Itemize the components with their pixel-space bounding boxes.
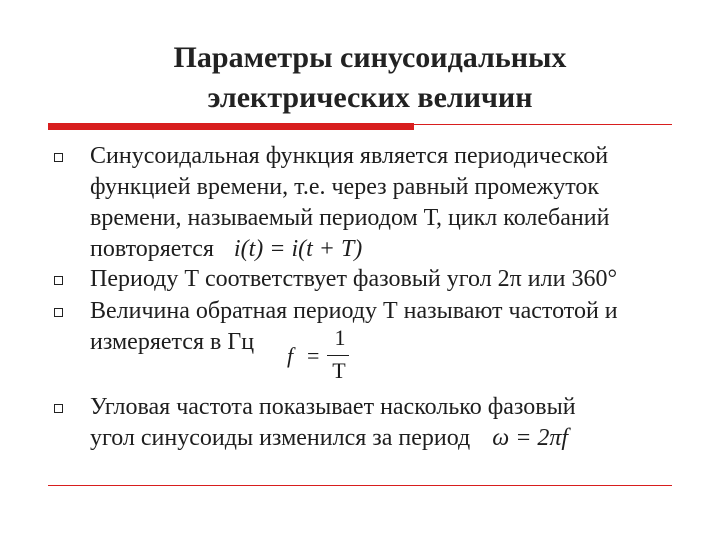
bullet-1-line-3: времени, называемый периодом Т, цикл колебаний	[90, 205, 610, 231]
frequency-formula-lhs: f	[287, 343, 294, 368]
square-bullet-icon	[54, 404, 63, 413]
bullet-1-line-4	[90, 234, 680, 265]
periodicity-formula: i(t) = i(t + T)	[233, 236, 363, 262]
bullet-3-line-2: измеряется в Гц	[90, 329, 255, 355]
frequency-formula-numerator: 1	[334, 325, 346, 350]
bullet-1-line-1: Синусоидальная функция является периодической	[90, 143, 609, 169]
title-line-1: Параметры синусоидальных	[173, 41, 567, 74]
title-line-2: электрических величин	[207, 81, 533, 114]
bullet-4-line-1: Угловая частота показывает насколько фазовый	[90, 394, 576, 420]
bottom-divider	[48, 485, 672, 486]
bullet-1-line-2: функцией времени, т.е. через равный промежуток	[90, 174, 600, 200]
frequency-formula-eq: =	[307, 343, 320, 368]
bullet-4-line-2-text: угол синусоиды изменился за период	[90, 425, 471, 451]
bullet-3-line-1: Величина обратная периоду Т называют частотой и	[90, 298, 618, 324]
title-underline-thick	[48, 123, 414, 130]
slide-title	[60, 38, 680, 118]
bullet-4-text	[90, 392, 680, 454]
frequency-formula	[287, 322, 357, 382]
square-bullet-icon	[54, 276, 63, 285]
angular-frequency-formula: ω = 2πf	[492, 425, 569, 451]
bullet-2-line-1: Периоду Т соответствует фазовый угол 2π или 360°	[90, 266, 618, 292]
bullet-4-line-2	[90, 423, 680, 454]
bullet-3-text	[90, 296, 680, 358]
square-bullet-icon	[54, 308, 63, 317]
square-bullet-icon	[54, 153, 63, 162]
bullet-2-text	[90, 264, 680, 295]
bullet-1-text	[90, 141, 680, 265]
fraction-bar	[327, 355, 349, 356]
frequency-formula-denominator: T	[332, 358, 346, 383]
bullet-1-line-4-text: повторяется	[90, 236, 214, 262]
title-underline-thin	[414, 124, 672, 125]
